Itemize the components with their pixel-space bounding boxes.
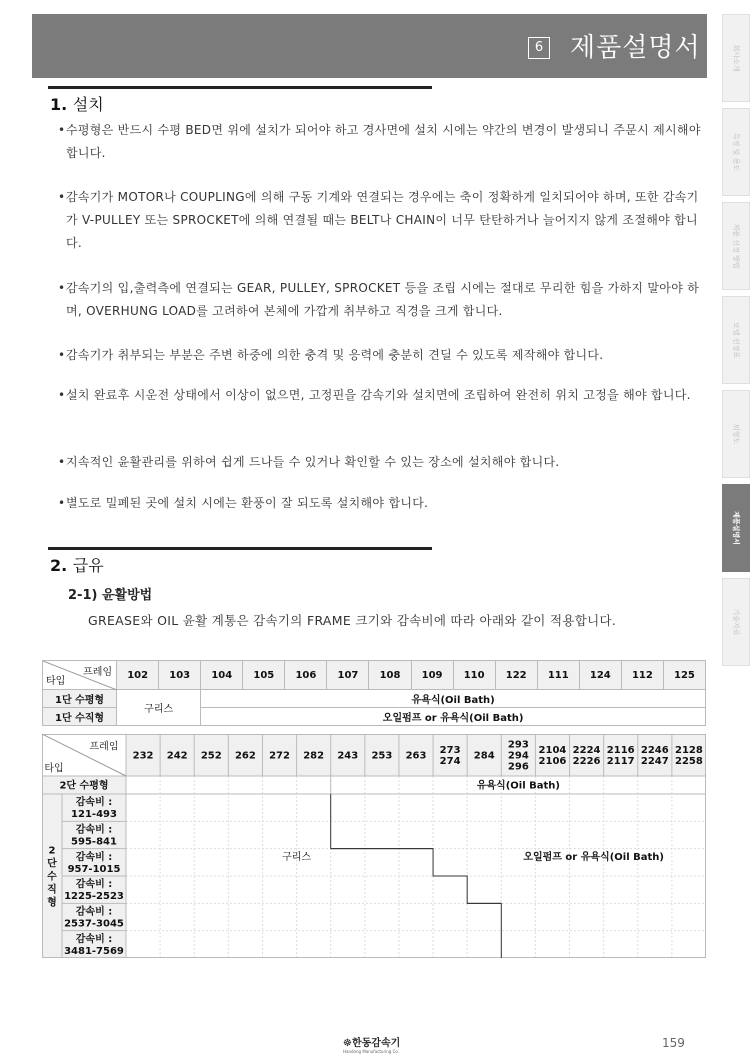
pump-or-bath-cell: 오일펌프 or 유욕식(Oil Bath) (201, 708, 706, 726)
install-note-5: • 설치 완료후 시운전 상태에서 이상이 없으면, 고정핀을 감속기와 설치면에 조립하여 완전히 위치 고정을 해야 합니다. (58, 388, 691, 402)
frame-cell: 293 (507, 739, 529, 751)
frame-cell: 243 (337, 750, 359, 762)
frame-cell: 262 (234, 750, 256, 762)
frame-cell: 107 (327, 661, 369, 690)
frame-cell: 104 (201, 661, 243, 690)
install-note-2: • 감속기가 MOTOR나 COUPLING에 의해 구동 기계와 연결되는 경우에는 축이 정확하게 일치되어야 하며, 또한 감속기가 V-PULLEY 또는 SPROCKET에 의해 연결될 때는 BELT나 CHAIN이 너무 탄탄하거나 늘어지지 않게 조절해야 합니다. (58, 190, 699, 250)
frame-cell: 282 (303, 750, 325, 762)
frame-cell: 2106 (538, 756, 567, 767)
frame-cell: 109 (411, 661, 453, 690)
install-note-3: • 감속기의 입,출력측에 연결되는 GEAR, PULLEY, SPROCKET 등을 조립 시에는 절대로 무리한 힘을 가하지 말아야 하며, OVERHUNG LOAD를 고려하여 본체에 가깝게 취부하고 직경을 크게 합니다. (58, 281, 700, 318)
vertical-type-label: 형 (47, 897, 57, 909)
lubrication-intro: GREASE와 OIL 윤활 계통은 감속기의 FRAME 크기와 감속비에 따라 아래와 같이 적용합니다. (88, 613, 617, 628)
oil-bath-cell: 유욕식(Oil Bath) (476, 780, 560, 792)
side-tab-manual[interactable]: 제품설명서 (722, 484, 750, 572)
ratio-label: 감속비 : (75, 824, 113, 836)
section-2-title: 2. 급유 (50, 556, 104, 575)
table2-grid (42, 734, 706, 958)
ratio-label: 감속비 : (75, 797, 113, 809)
row-label: 1단 수직형 (43, 708, 117, 726)
frame-cell: 274 (439, 756, 461, 767)
frame-cell: 2104 (538, 745, 567, 756)
section-divider (48, 86, 432, 89)
vertical-type-label: 2 (48, 845, 56, 857)
ratio-label: 3481-7569 (64, 945, 124, 957)
side-tab-selection[interactable]: 제품 선정 방법 (722, 202, 750, 290)
ratio-label: 1225-2523 (64, 891, 124, 903)
pump-or-bath-cell: 오일펌프 or 유욕식(Oil Bath) (523, 852, 664, 864)
ratio-label: 595-841 (71, 836, 117, 848)
frame-cell: 263 (405, 750, 427, 762)
frame-cell: 252 (200, 750, 222, 762)
frame-cell: 124 (579, 661, 621, 690)
side-tab-tech-data[interactable]: 기술자료 (722, 578, 750, 666)
grease-cell: 구리스 (117, 690, 201, 726)
side-tab-company[interactable]: 회사소개 (722, 14, 750, 102)
frame-cell: 111 (537, 661, 579, 690)
install-note-7: • 별도로 밀폐된 곳에 설치 시에는 환풍이 잘 되도록 설치해야 합니다. (58, 496, 429, 510)
side-tab-features[interactable]: 특징 및 용도 (722, 108, 750, 196)
chapter-number: 6 (528, 37, 550, 59)
lubrication-table-single-stage (42, 660, 706, 726)
subsection-title: 2-1) 윤활방법 (68, 588, 153, 603)
ratio-label: 감속비 : (75, 879, 113, 891)
corner-frame-label: 프레임 (89, 741, 119, 753)
ratio-label: 2537-3045 (64, 918, 124, 930)
frame-cell: 294 (507, 750, 529, 762)
ratio-label: 121-493 (71, 809, 117, 821)
frame-cell: 2116 (606, 745, 635, 756)
ratio-label: 957-1015 (67, 863, 121, 875)
vertical-type-label: 단 (47, 858, 57, 870)
frame-cell: 2247 (640, 756, 669, 767)
frame-cell: 253 (371, 750, 393, 762)
frame-cell: 2117 (606, 756, 635, 767)
install-note-1: • 수평형은 반드시 수평 BED면 위에 설치가 되어야 하고 경사면에 설치 시에는 약간의 변경이 발생되니 주문시 제시해야 합니다. (58, 123, 701, 160)
oil-bath-cell: 유욕식(Oil Bath) (201, 690, 706, 708)
table1-corner: 프레임 타입 (43, 661, 117, 690)
grease-cell: 구리스 (282, 852, 312, 864)
side-tab-dimensions[interactable]: 외형도 (722, 390, 750, 478)
ratio-label: 감속비 : (75, 851, 113, 863)
corner-type-label: 타입 (44, 763, 64, 775)
row-label: 2단 수평형 (59, 780, 109, 792)
frame-cell: 232 (132, 750, 154, 762)
frame-cell: 242 (166, 750, 188, 762)
section-1-title: 1. 설치 (50, 95, 104, 114)
frame-cell: 272 (269, 750, 290, 762)
page-number: 159 (662, 1036, 685, 1050)
frame-cell: 2128 (675, 745, 703, 756)
frame-cell: 112 (621, 661, 663, 690)
frame-cell: 110 (453, 661, 495, 690)
side-tab-model-table[interactable]: 모델 선정표 (722, 296, 750, 384)
install-note-6: • 지속적인 윤활관리를 위하여 쉽게 드나들 수 있거나 확인할 수 있는 장소에 설치해야 합니다. (58, 455, 560, 469)
frame-cell: 284 (473, 750, 495, 762)
install-note-4: • 감속기가 취부되는 부분은 주변 하중에 의한 충격 및 응력에 충분히 견딜 수 있도록 제작해야 합니다. (58, 348, 604, 362)
frame-cell: 108 (369, 661, 411, 690)
frame-cell: 106 (285, 661, 327, 690)
frame-cell: 2226 (572, 756, 601, 767)
company-logo: ☸한동감속기 Handong Manufacturing Co. (343, 1038, 401, 1054)
ratio-label: 감속비 : (75, 906, 113, 918)
frame-cell: 103 (159, 661, 201, 690)
frame-cell: 2224 (572, 745, 601, 756)
frame-cell: 122 (495, 661, 537, 690)
frame-cell: 2246 (640, 745, 669, 756)
lubrication-table-double-stage (42, 734, 706, 958)
frame-cell: 2258 (675, 756, 703, 767)
section-divider (48, 547, 432, 550)
row-label: 1단 수평형 (43, 690, 117, 708)
frame-cell: 105 (243, 661, 285, 690)
vertical-type-label: 수 (47, 871, 57, 883)
frame-cell: 125 (663, 661, 705, 690)
ratio-label: 감속비 : (75, 933, 113, 945)
chapter-title: 제품설명서 (570, 33, 701, 63)
frame-cell: 102 (117, 661, 159, 690)
frame-cell: 296 (507, 761, 529, 773)
frame-cell: 273 (439, 745, 461, 756)
vertical-type-label: 직 (47, 884, 57, 896)
